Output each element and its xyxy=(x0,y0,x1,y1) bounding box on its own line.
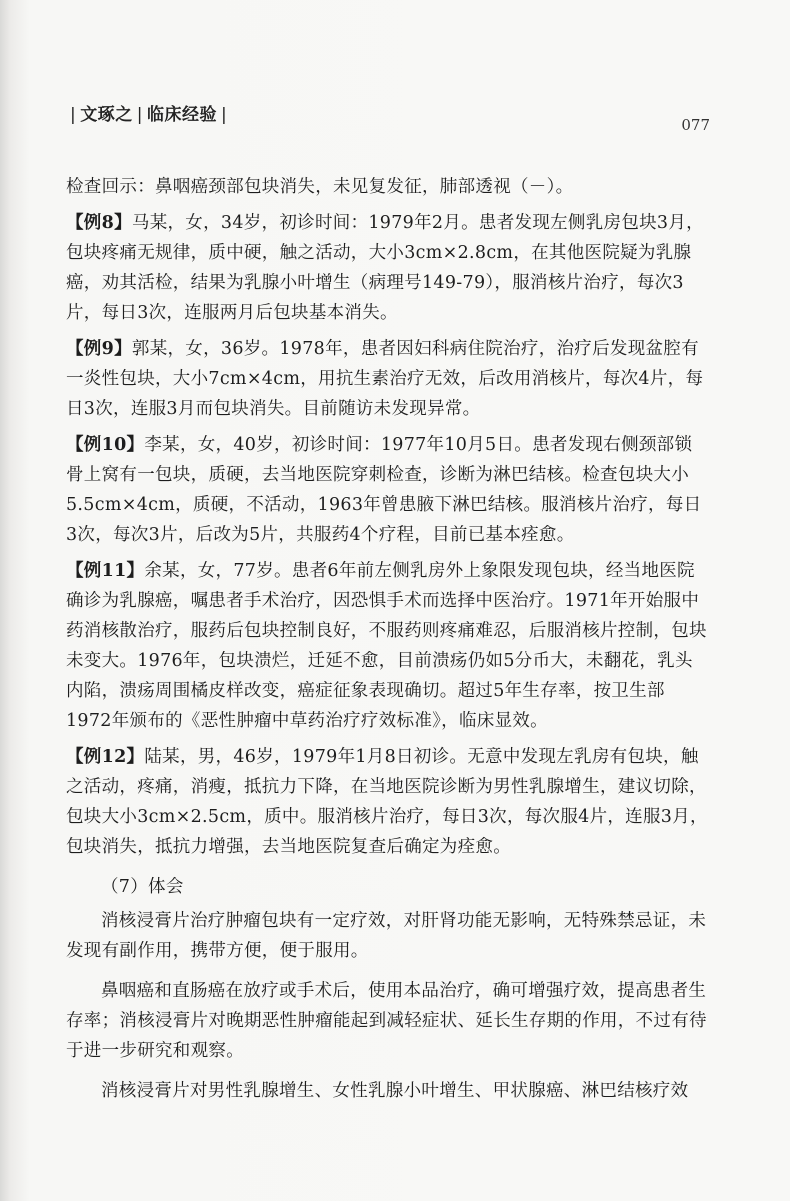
case-12-paragraph xyxy=(66,742,710,862)
case-text: 余某，女，77岁。患者6年前左侧乳房外上象限发现包块，经当地医院确诊为乳腺癌，嘱患者手术治疗，因恐惧手术而选择中医治疗。1971年开始服中药消核散治疗，服药后包块控制良好，不服药则疼痛难忍，后服消核片控制，包块未变大。1976年，包块溃烂，迁延不愈，目前溃疡仍如5分币大，未翻花，乳头内陷，溃疡周围橘皮样改变，癌症征象表现确切。超过5年生存率，按卫生部1972年颁布的《恶性肿瘤中草药治疗疗效标准》，临床显效。 xyxy=(66,561,707,731)
case-text: 陆某，男，46岁，1979年1月8日初诊。无意中发现左乳房有包块，触之活动，疼痛，消瘦，抵抗力下降，在当地医院诊断为男性乳腺增生，建议切除，包块大小3cm×2.5cm，质中。服消核片治疗，每日3次，每次服4片，连服3月，包块消失，抵抗力增强，去当地医院复查后确定为痊愈。 xyxy=(66,747,708,857)
conclusion-paragraph: 消核浸膏片治疗肿瘤包块有一定疗效，对肝肾功能无影响，无特殊禁忌证，未发现有副作用，携带方便，便于服用。 xyxy=(66,911,707,961)
case-10-paragraph xyxy=(66,430,710,550)
case-label: 【例9】 xyxy=(66,339,132,359)
conclusion-paragraph: 鼻咽癌和直肠癌在放疗或手术后，使用本品治疗，确可增强疗效，提高患者生存率；消核浸膏片对晚期恶性肿瘤能起到减轻症状、延长生存期的作用，不过有待于进一步研究和观察。 xyxy=(66,981,707,1061)
case-9-paragraph xyxy=(66,334,710,424)
paragraph-text: 检查回示：鼻咽癌颈部包块消失，未见复发征，肺部透视（－）。 xyxy=(66,177,574,197)
case-11-paragraph xyxy=(66,556,710,736)
header-bar-right: | xyxy=(220,105,228,125)
case-label: 【例12】 xyxy=(66,747,145,767)
running-header xyxy=(66,100,231,125)
page-body xyxy=(66,172,710,1112)
header-bar-left: | xyxy=(70,105,77,125)
header-book-title: 文琢之 xyxy=(80,105,133,125)
case-text: 郭某，女，36岁。1978年，患者因妇科病住院治疗，治疗后发现盆腔有一炎性包块，大小7cm×4cm，用抗生素治疗无效，后改用消核片，每次4片，每日3次，连服3月而包块消失。目前随访未发现异常。 xyxy=(66,339,704,419)
case-label: 【例11】 xyxy=(66,561,145,581)
case-label: 【例10】 xyxy=(66,435,145,455)
page-number: 077 xyxy=(681,116,710,134)
header-bar-mid: | xyxy=(136,105,143,125)
case-label: 【例8】 xyxy=(66,213,132,233)
case-8-paragraph xyxy=(66,208,710,328)
paragraph-intro xyxy=(66,172,710,202)
case-text: 李某，女，40岁，初诊时间：1977年10月5日。患者发现右侧颈部锁骨上窝有一包块，质硬，去当地医院穿刺检查，诊断为淋巴结核。检查包块大小5.5cm×4cm，质硬，不活动，1963年曾患腋下淋巴结核。服消核片治疗，每日3次，每次3片，后改为5片，共服药4个疗程，目前已基本痊愈。 xyxy=(66,435,702,545)
section-heading: （7）体会 xyxy=(101,877,184,897)
header-section-title: 临床经验 xyxy=(146,105,217,125)
conclusion-paragraph: 消核浸膏片对男性乳腺增生、女性乳腺小叶增生、甲状腺癌、淋巴结核疗效 xyxy=(101,1081,689,1101)
case-text: 马某，女，34岁，初诊时间：1979年2月。患者发现左侧乳房包块3月，包块疼痛无规律，质中硬，触之活动，大小3cm×2.8cm，在其他医院疑为乳腺癌，劝其活检，结果为乳腺小叶增生（病理号149-79），服消核片治疗，每次3片，每日3次，连服两月后包块基本消失。 xyxy=(66,213,704,323)
